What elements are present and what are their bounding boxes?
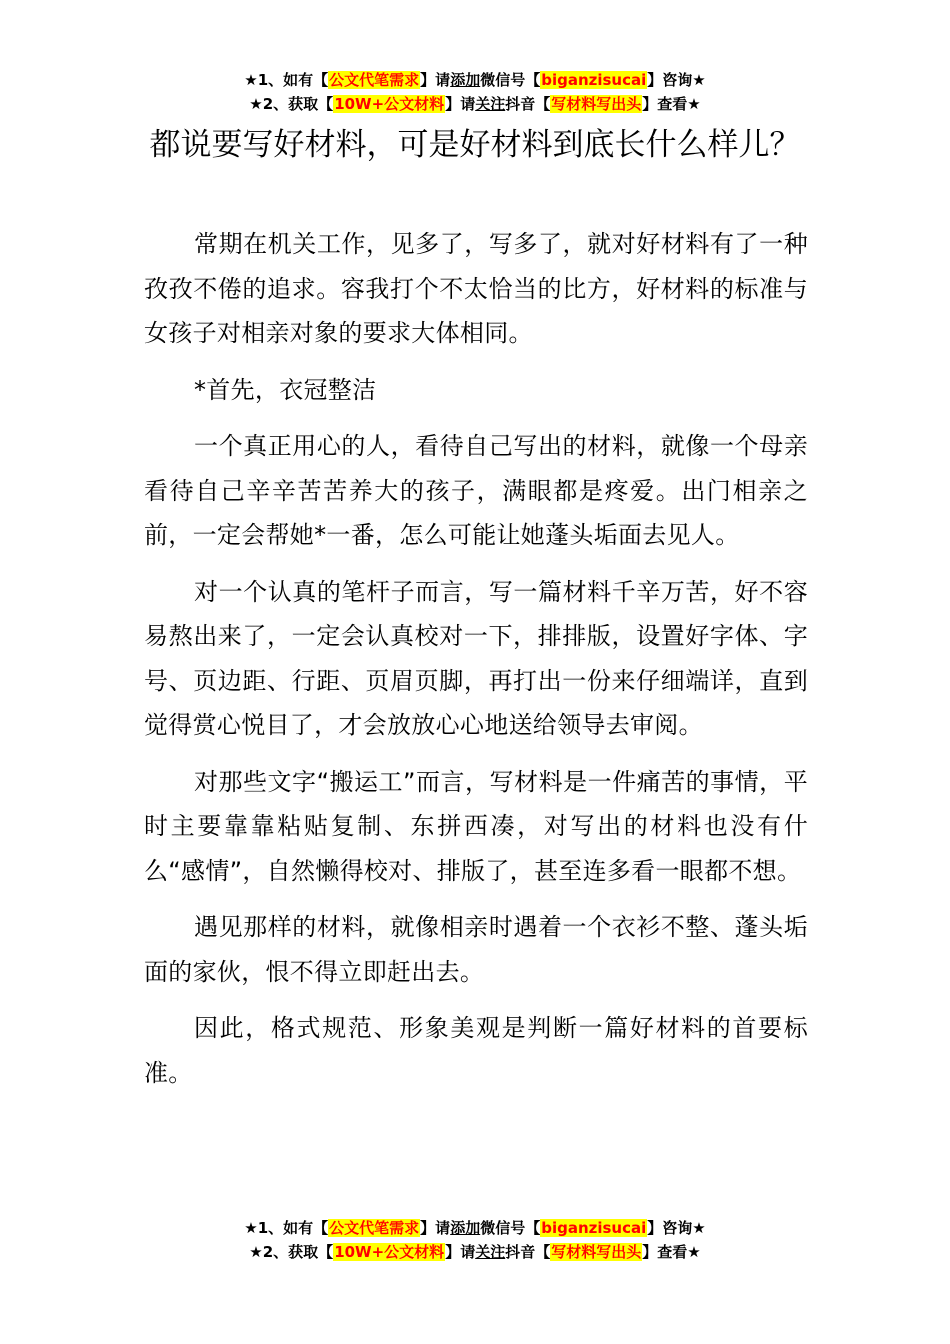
paragraph: 对那些文字“搬运工”而言，写材料是一件痛苦的事情，平时主要靠靠粘贴复制、东拼西凑，对写出的材料也没有什么“感情”，自然懒得校对、排版了，甚至连多看一眼都不想。 — [144, 767, 808, 885]
paragraph: 遇见那样的材料，就像相亲时遇着一个衣衫不整、蓬头垢面的家伙，恨不得立即赶出去。 — [144, 913, 808, 986]
banner-highlight: 公文代笔需求 — [329, 71, 420, 89]
paragraph: 对一个认真的笔杆子而言，写一篇材料千辛万苦，好不容易熬出来了，一定会认真校对一下，排排版，设置好字体、字号、页边距、行距、页眉页脚，再打出一份来仔细端详，直到觉得赏心悦目了，才会放放心心地送给领导去审阅。 — [144, 577, 808, 739]
banner-line-2 — [0, 92, 950, 116]
banner-text: 】请 — [420, 1219, 451, 1237]
banner-text: 】咨询★ — [647, 1219, 706, 1237]
banner-text: ★2、获取【 — [249, 95, 334, 113]
banner-highlight: biganzisucai — [541, 1219, 647, 1237]
paragraph: 一个真正用心的人，看待自己写出的材料，就像一个母亲看待自己辛辛苦苦养大的孩子，满眼都是疼爱。出门相亲之前，一定会帮她*一番，怎么可能让她蓬头垢面去见人。 — [144, 432, 808, 549]
banner-highlight: 公文代笔需求 — [329, 1219, 420, 1237]
banner-underlined-text: 关注 — [475, 1243, 506, 1261]
banner-text: 微信号【 — [480, 1219, 541, 1237]
banner-text: ★2、获取【 — [249, 1243, 334, 1261]
banner-highlight: 10W+公文材料 — [334, 95, 445, 113]
document-title: 都说要写好材料，可是好材料到底长什么样儿？ — [149, 127, 801, 163]
banner-line-1 — [0, 68, 950, 92]
banner-text: ★1、如有【 — [244, 71, 329, 89]
banner-highlight: 写材料写出头 — [551, 1243, 642, 1261]
banner-highlight: biganzisucai — [541, 71, 647, 89]
banner-underlined-text: 添加 — [450, 1219, 481, 1237]
banner-text: ★1、如有【 — [244, 1219, 329, 1237]
banner-text: 】查看★ — [642, 1243, 701, 1261]
banner-text: 抖音【 — [505, 95, 551, 113]
header-banner — [0, 68, 950, 116]
banner-highlight: 10W+公文材料 — [334, 1243, 445, 1261]
paragraph: 常期在机关工作，见多了，写多了，就对好材料有了一种孜孜不倦的追求。容我打个不太恰当的比方，好材料的标准与女孩子对相亲对象的要求大体相同。 — [144, 230, 808, 347]
banner-highlight: 写材料写出头 — [551, 95, 642, 113]
banner-text: 】请 — [445, 95, 476, 113]
paragraph: 因此，格式规范、形象美观是判断一篇好材料的首要标准。 — [144, 1014, 808, 1087]
banner-text: 】咨询★ — [647, 71, 706, 89]
footer-banner — [0, 1216, 950, 1264]
banner-line-2 — [0, 1240, 950, 1264]
banner-line-1 — [0, 1216, 950, 1240]
banner-text: 】请 — [445, 1243, 476, 1261]
document-body — [144, 222, 808, 1107]
banner-text: 】请 — [420, 71, 451, 89]
banner-text: 】查看★ — [642, 95, 701, 113]
section-heading: *首先，衣冠整洁 — [194, 375, 377, 404]
banner-underlined-text: 关注 — [475, 95, 506, 113]
banner-underlined-text: 添加 — [450, 71, 481, 89]
banner-text: 抖音【 — [505, 1243, 551, 1261]
banner-text: 微信号【 — [480, 71, 541, 89]
